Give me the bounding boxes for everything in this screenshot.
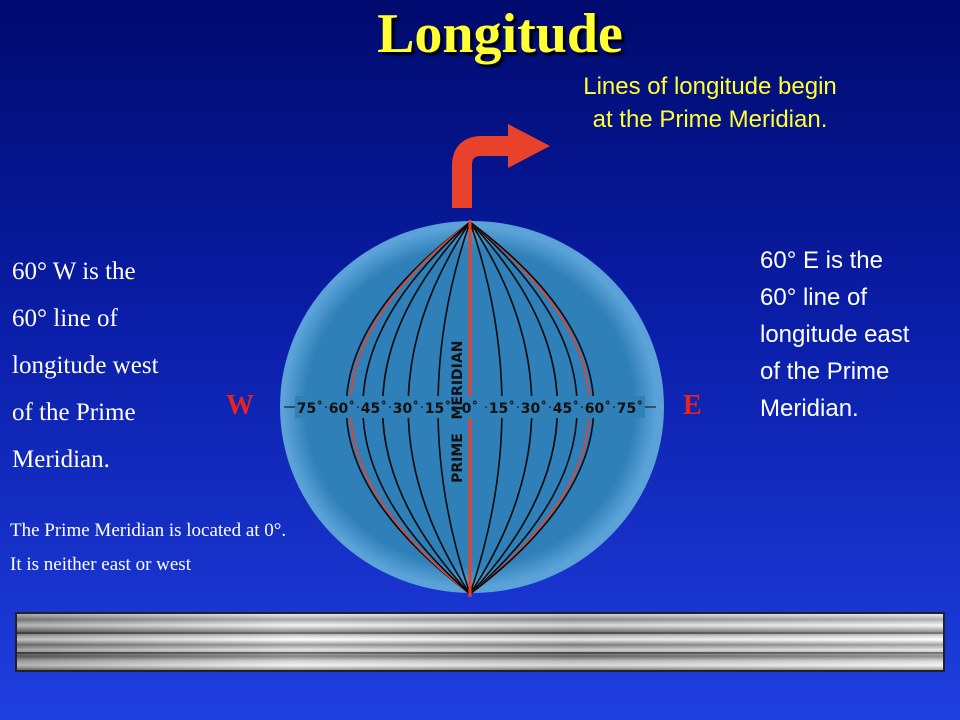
degree-label: 15˚ (488, 401, 516, 417)
prime-word: PRIME (450, 433, 466, 483)
west-label: W (226, 390, 254, 421)
degree-label: 30˚ (392, 401, 420, 417)
degree-labels (295, 396, 645, 418)
west-line-2: 60° line of (12, 305, 118, 332)
degree-label: 60˚ (584, 401, 612, 417)
east-line-2: 60° line of (760, 284, 868, 311)
west-line-4: of the Prime (12, 399, 136, 426)
east-line-3: longitude east (760, 321, 910, 348)
west-line-3: longitude west (12, 352, 159, 379)
bar-groove-1 (17, 632, 943, 634)
top-caption-line-1: Lines of longitude begin (583, 73, 837, 100)
west-line-5: Meridian. (12, 446, 110, 473)
west-explanation (12, 248, 242, 483)
top-caption-line-2: at the Prime Meridian. (592, 106, 828, 133)
degree-label: 45˚ (552, 401, 580, 417)
meridian-word: MERIDIAN (450, 340, 466, 420)
prime-meridian-note (10, 518, 300, 586)
west-line-1: 60° W is the (12, 258, 136, 285)
bar-groove-2 (17, 652, 943, 654)
east-label: E (683, 390, 702, 421)
degree-label: 15˚ (424, 401, 452, 417)
degree-label: 45˚ (360, 401, 388, 417)
east-line-1: 60° E is the (760, 247, 883, 274)
curved-arrow-icon (450, 120, 560, 210)
degree-label: 75˚ (296, 401, 324, 417)
note-line-1: The Prime Meridian is located at 0°. (10, 520, 287, 541)
top-caption (520, 70, 900, 136)
east-line-4: of the Prime (760, 358, 890, 385)
arrow-head (508, 124, 550, 168)
arrow-shaft (462, 146, 512, 208)
east-explanation (760, 242, 955, 427)
degree-label: 0˚ (461, 401, 479, 417)
degree-label: 75˚ (616, 401, 644, 417)
globe-diagram (280, 210, 680, 605)
east-line-5: Meridian. (760, 395, 859, 422)
slide-title: Longitude (377, 3, 623, 65)
degree-label: 60˚ (328, 401, 356, 417)
metallic-footer-bar (15, 612, 945, 672)
note-line-2: It is neither east or west (10, 554, 191, 575)
degree-label: 30˚ (520, 401, 548, 417)
